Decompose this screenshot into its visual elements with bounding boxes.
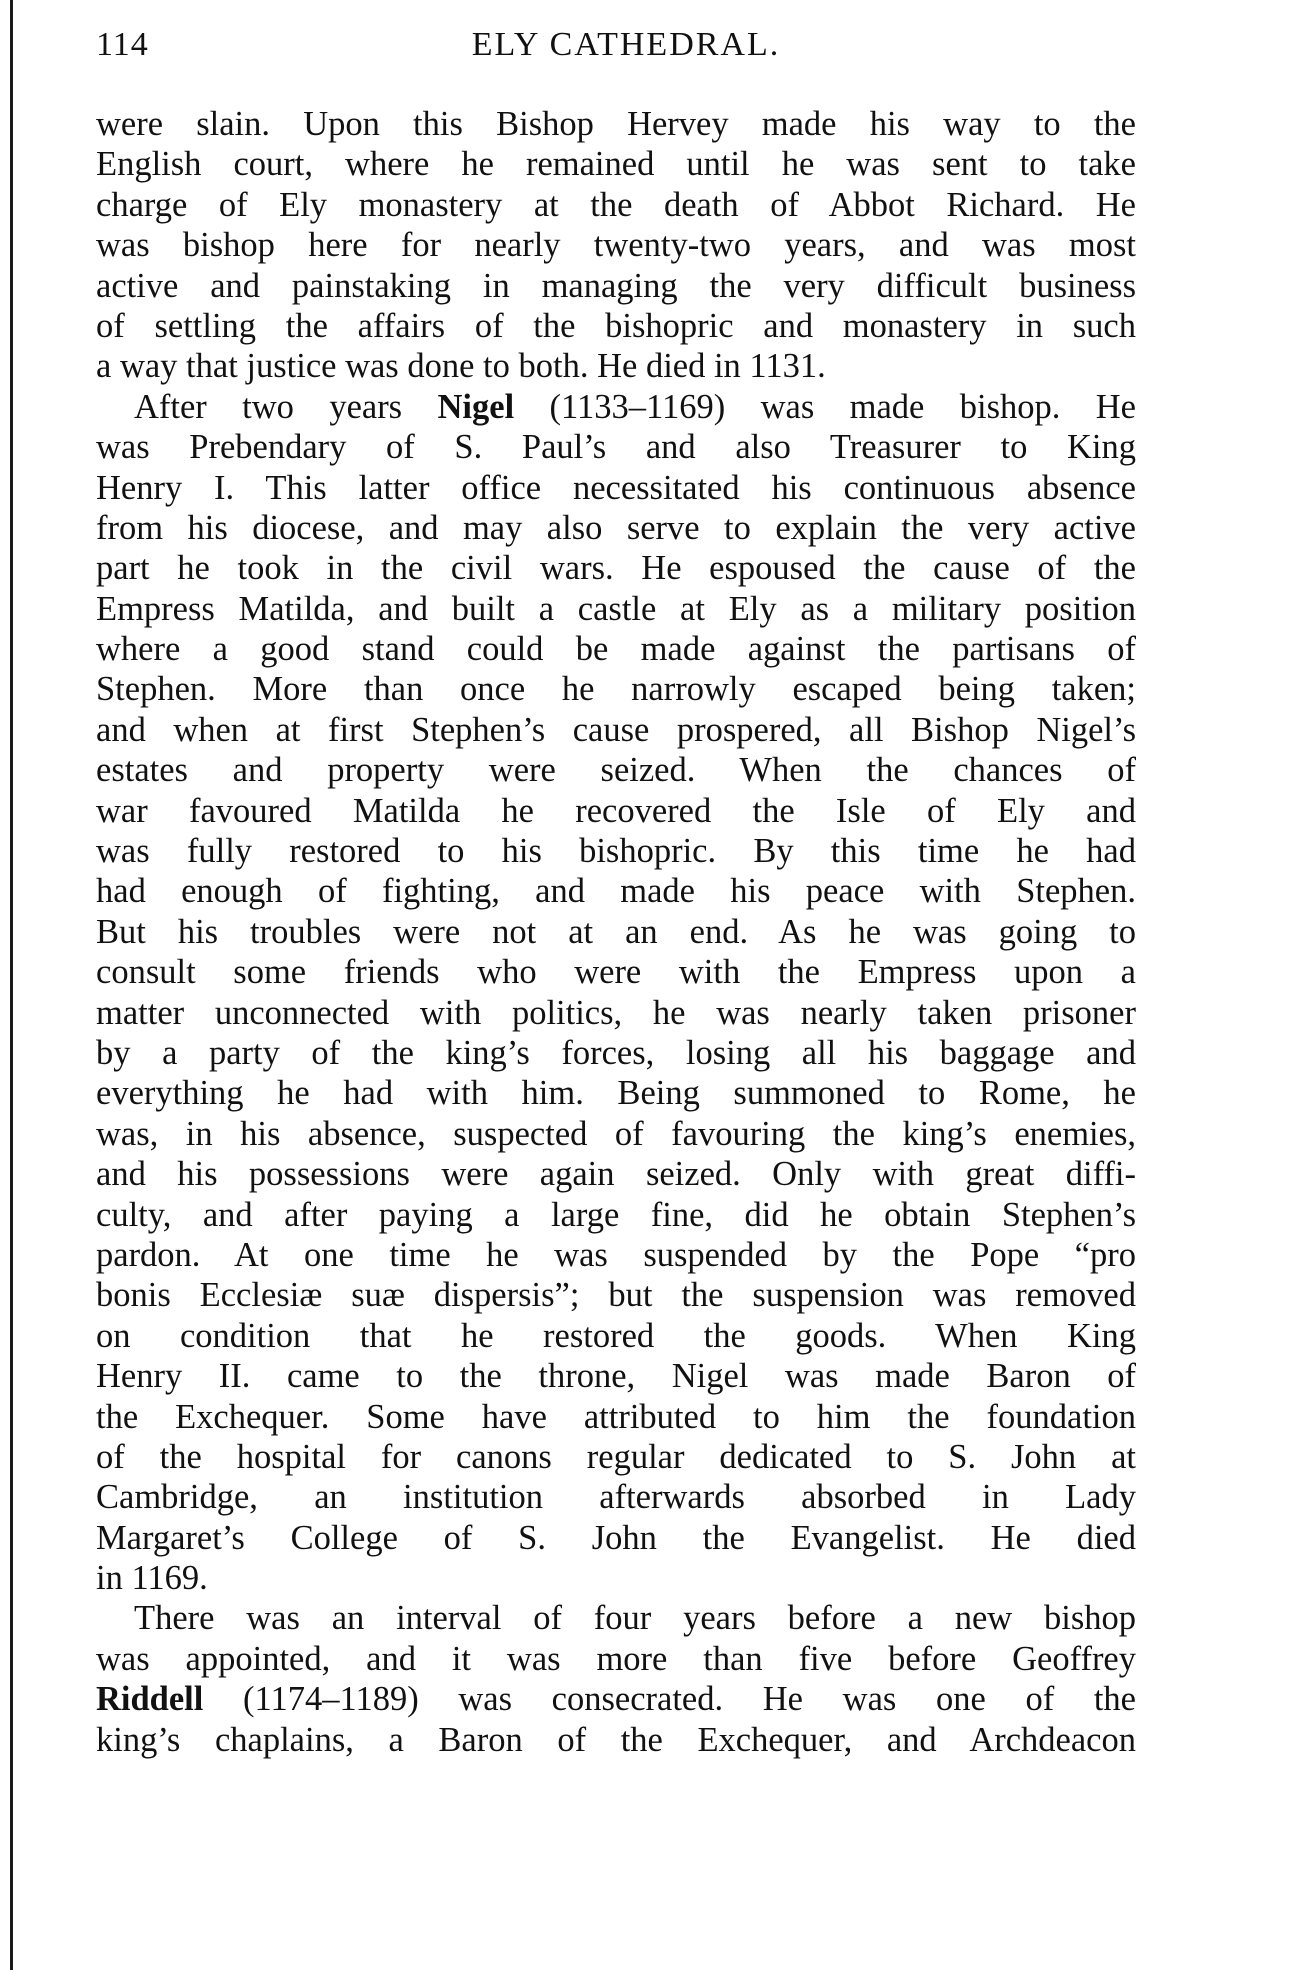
bishop-name: Nigel: [437, 387, 515, 426]
text-run: (1174–1189) was consecrated. He was one of the: [203, 1680, 1136, 1719]
text-line: Henry II. came to the throne, Nigel was made Baron of: [96, 1357, 1136, 1396]
bishop-name: Riddell: [96, 1680, 204, 1719]
text-line: was bishop here for nearly twenty-two years, and was most: [96, 226, 1136, 265]
text-line: Henry I. This latter office necessitated his continuous absence: [96, 468, 1136, 507]
text-line: was fully restored to his bishopric. By this time he had: [96, 832, 1136, 871]
text-line: war favoured Matilda he recovered the Isle of Ely and: [96, 791, 1136, 830]
text-line: on condition that he restored the goods. When King: [96, 1316, 1136, 1355]
text-line: part he took in the civil wars. He espoused the cause of the: [96, 549, 1136, 588]
text-line: were slain. Upon this Bishop Hervey made his way to the: [96, 105, 1136, 143]
text-line: was appointed, and it was more than five before Geoffrey: [96, 1639, 1136, 1678]
text-line: Cambridge, an institution afterwards absorbed in Lady: [96, 1478, 1136, 1517]
running-title: ELY CATHEDRAL.: [471, 26, 781, 63]
text-line: [96, 1679, 1136, 1719]
text-run: After two years: [134, 387, 438, 426]
text-line: consult some friends who were with the Empress upon a: [96, 953, 1136, 992]
text-line: active and painstaking in managing the very difficult business: [96, 266, 1136, 305]
text-line: of settling the affairs of the bishopric and monastery in such: [96, 306, 1136, 345]
text-line: matter unconnected with politics, he was nearly taken prisoner: [96, 993, 1136, 1032]
running-head: [96, 26, 1136, 72]
text-line: was, in his absence, suspected of favouring the king’s enemies,: [96, 1114, 1136, 1153]
text-line: Empress Matilda, and built a castle at Ely as a military position: [96, 589, 1136, 628]
text-line: the Exchequer. Some have attributed to him the foundation: [96, 1397, 1136, 1436]
binding-edge-rule: [10, 0, 13, 1970]
text-line: estates and property were seized. When the chances of: [96, 751, 1136, 790]
text-line: and his possessions were again seized. Only with great diffi-: [96, 1155, 1136, 1194]
text-run: (1133–1169) was made bishop. He: [514, 387, 1136, 426]
text-line: and when at first Stephen’s cause prospered, all Bishop Nigel’s: [96, 710, 1136, 749]
text-line: everything he had with him. Being summoned to Rome, he: [96, 1074, 1136, 1113]
text-line: Stephen. More than once he narrowly escaped being taken;: [96, 670, 1136, 709]
text-line: But his troubles were not at an end. As he was going to: [96, 912, 1136, 951]
text-line: Margaret’s College of S. John the Evangelist. He died: [96, 1518, 1136, 1557]
text-line: [96, 387, 1136, 427]
text-line: English court, where he remained until he was sent to take: [96, 145, 1136, 184]
text-line: pardon. At one time he was suspended by the Pope “pro: [96, 1235, 1136, 1274]
text-line: by a party of the king’s forces, losing all his baggage and: [96, 1033, 1136, 1072]
text-line: had enough of fighting, and made his peace with Stephen.: [96, 872, 1136, 911]
text-line: a way that justice was done to both. He died in 1131.: [96, 347, 826, 386]
text-line: king’s chaplains, a Baron of the Exchequer, and Archdeacon: [96, 1720, 1136, 1759]
text-line: charge of Ely monastery at the death of Abbot Richard. He: [96, 185, 1136, 224]
body-text: [96, 104, 1136, 1760]
text-line: where a good stand could be made against the partisans of: [96, 630, 1136, 669]
text-line: was Prebendary of S. Paul’s and also Treasurer to King: [96, 428, 1136, 467]
page-number: 114: [96, 26, 149, 63]
text-line: There was an interval of four years before a new bishop: [134, 1599, 1136, 1638]
text-line: from his diocese, and may also serve to explain the very active: [96, 508, 1136, 547]
text-line: in 1169.: [96, 1559, 208, 1598]
text-line: bonis Ecclesiæ suæ dispersis”; but the suspension was removed: [96, 1276, 1136, 1315]
text-line: culty, and after paying a large fine, did he obtain Stephen’s: [96, 1195, 1136, 1234]
text-line: of the hospital for canons regular dedicated to S. John at: [96, 1437, 1136, 1476]
